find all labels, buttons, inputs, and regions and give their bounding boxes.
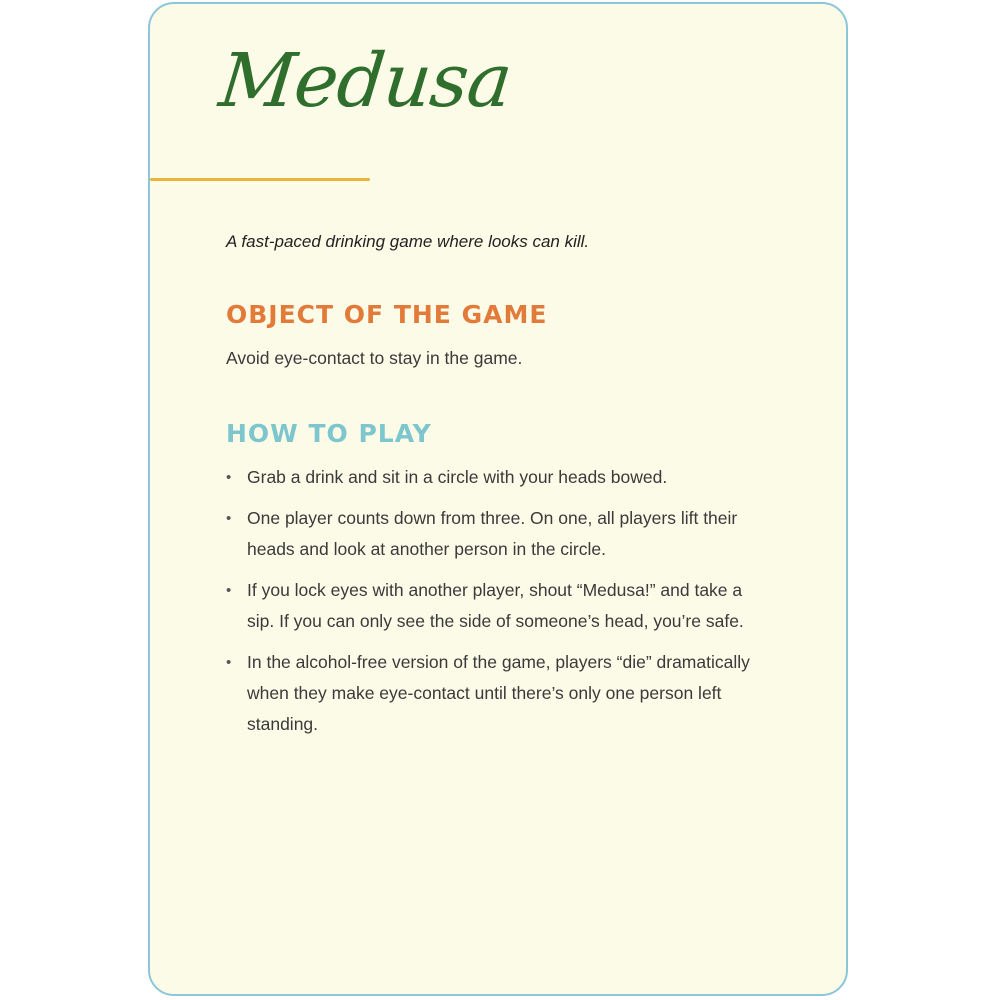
step-text: Grab a drink and sit in a circle with your heads bowed.: [247, 467, 668, 487]
bullet-icon: •: [226, 469, 232, 486]
card-title: Medusa: [215, 38, 516, 124]
bullet-icon: •: [226, 654, 232, 671]
list-item: [226, 647, 766, 740]
object-heading: OBJECT OF THE GAME: [226, 300, 548, 329]
how-to-play-heading: HOW TO PLAY: [226, 419, 432, 448]
list-item: [226, 575, 766, 637]
bullet-icon: •: [226, 582, 232, 599]
list-item: [226, 503, 766, 565]
game-card: [148, 2, 848, 996]
how-to-play-list: [226, 462, 766, 750]
step-text: If you lock eyes with another player, shout “Medusa!” and take a sip. If you can only see the side of someone’s head, you’re safe.: [247, 580, 744, 631]
object-text: Avoid eye-contact to stay in the game.: [226, 348, 523, 368]
card-subtitle: A fast-paced drinking game where looks can kill.: [226, 232, 590, 251]
list-item: [226, 462, 766, 493]
step-text: In the alcohol-free version of the game, players “die” dramatically when they make eye-contact until there’s only one person left standing.: [247, 652, 750, 734]
bullet-icon: •: [226, 510, 232, 527]
title-divider: [150, 178, 370, 181]
step-text: One player counts down from three. On one, all players lift their heads and look at another person in the circle.: [247, 508, 738, 559]
